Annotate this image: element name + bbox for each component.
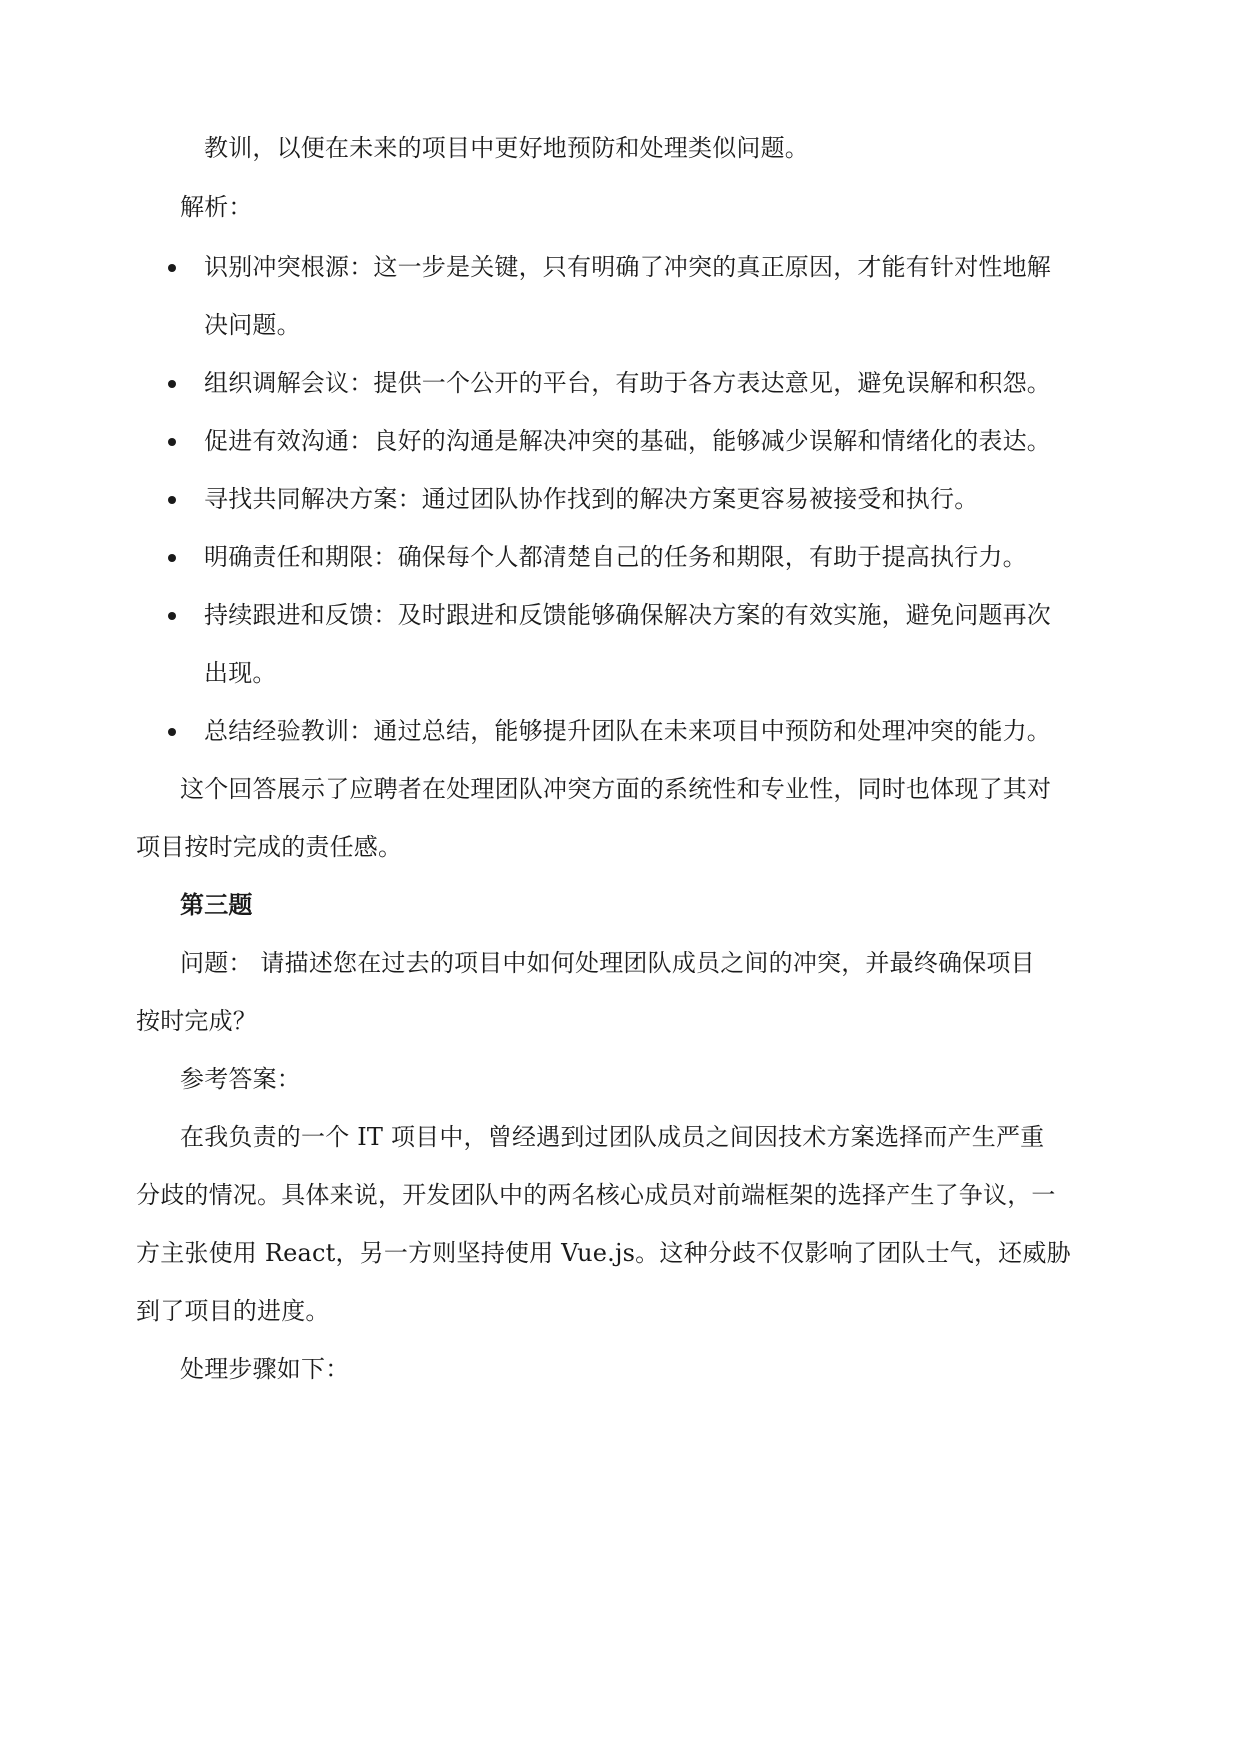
answer-line: 在我负责的一个 IT 项目中，曾经遇到过团队成员之间因技术方案选择而产生严重 — [180, 1123, 1045, 1151]
bullet-icon — [168, 496, 176, 504]
bullet-icon — [168, 380, 176, 388]
bullet-text-line: 寻找共同解决方案：通过团队协作找到的解决方案更容易被接受和执行。 — [204, 485, 979, 513]
question-line: 问题： 请描述您在过去的项目中如何处理团队成员之间的冲突，并最终确保项目 — [180, 949, 1035, 977]
bullet-text-line: 总结经验教训：通过总结，能够提升团队在未来项目中预防和处理冲突的能力。 — [204, 717, 1051, 745]
bullet-text-line: 明确责任和期限：确保每个人都清楚自己的任务和期限，有助于提高执行力。 — [204, 543, 1027, 571]
bullet-icon — [168, 728, 176, 736]
bullet-text-line: 组织调解会议：提供一个公开的平台，有助于各方表达意见，避免误解和积怨。 — [204, 369, 1051, 397]
steps-label: 处理步骤如下： — [180, 1355, 350, 1383]
summary-line: 项目按时完成的责任感。 — [136, 833, 403, 861]
bullet-icon — [168, 554, 176, 562]
bullet-text-line: 促进有效沟通：良好的沟通是解决冲突的基础，能够减少误解和情绪化的表达。 — [204, 427, 1051, 455]
bullet-text-line: 识别冲突根源：这一步是关键，只有明确了冲突的真正原因，才能有针对性地解 — [204, 253, 1051, 281]
answer-label: 参考答案： — [180, 1065, 301, 1093]
bullet-icon — [168, 264, 176, 272]
bullet-text-line: 持续跟进和反馈：及时跟进和反馈能够确保解决方案的有效实施，避免问题再次 — [204, 601, 1051, 629]
answer-line: 分歧的情况。具体来说，开发团队中的两名核心成员对前端框架的选择产生了争议，一 — [136, 1181, 1056, 1209]
summary-line: 这个回答展示了应聘者在处理团队冲突方面的系统性和专业性，同时也体现了其对 — [180, 775, 1052, 803]
intro-continuation: 教训，以便在未来的项目中更好地预防和处理类似问题。 — [204, 134, 809, 162]
bullet-icon — [168, 438, 176, 446]
bullet-text-line: 决问题。 — [204, 311, 301, 339]
bullet-icon — [168, 612, 176, 620]
answer-line: 方主张使用 React，另一方则坚持使用 Vue.js。这种分歧不仅影响了团队士气，还威胁 — [136, 1239, 1071, 1267]
question-line: 按时完成？ — [136, 1007, 257, 1035]
analysis-label: 解析： — [180, 193, 253, 221]
bullet-text-line: 出现。 — [204, 659, 277, 687]
section-title: 第三题 — [180, 891, 253, 919]
answer-line: 到了项目的进度。 — [136, 1297, 330, 1325]
